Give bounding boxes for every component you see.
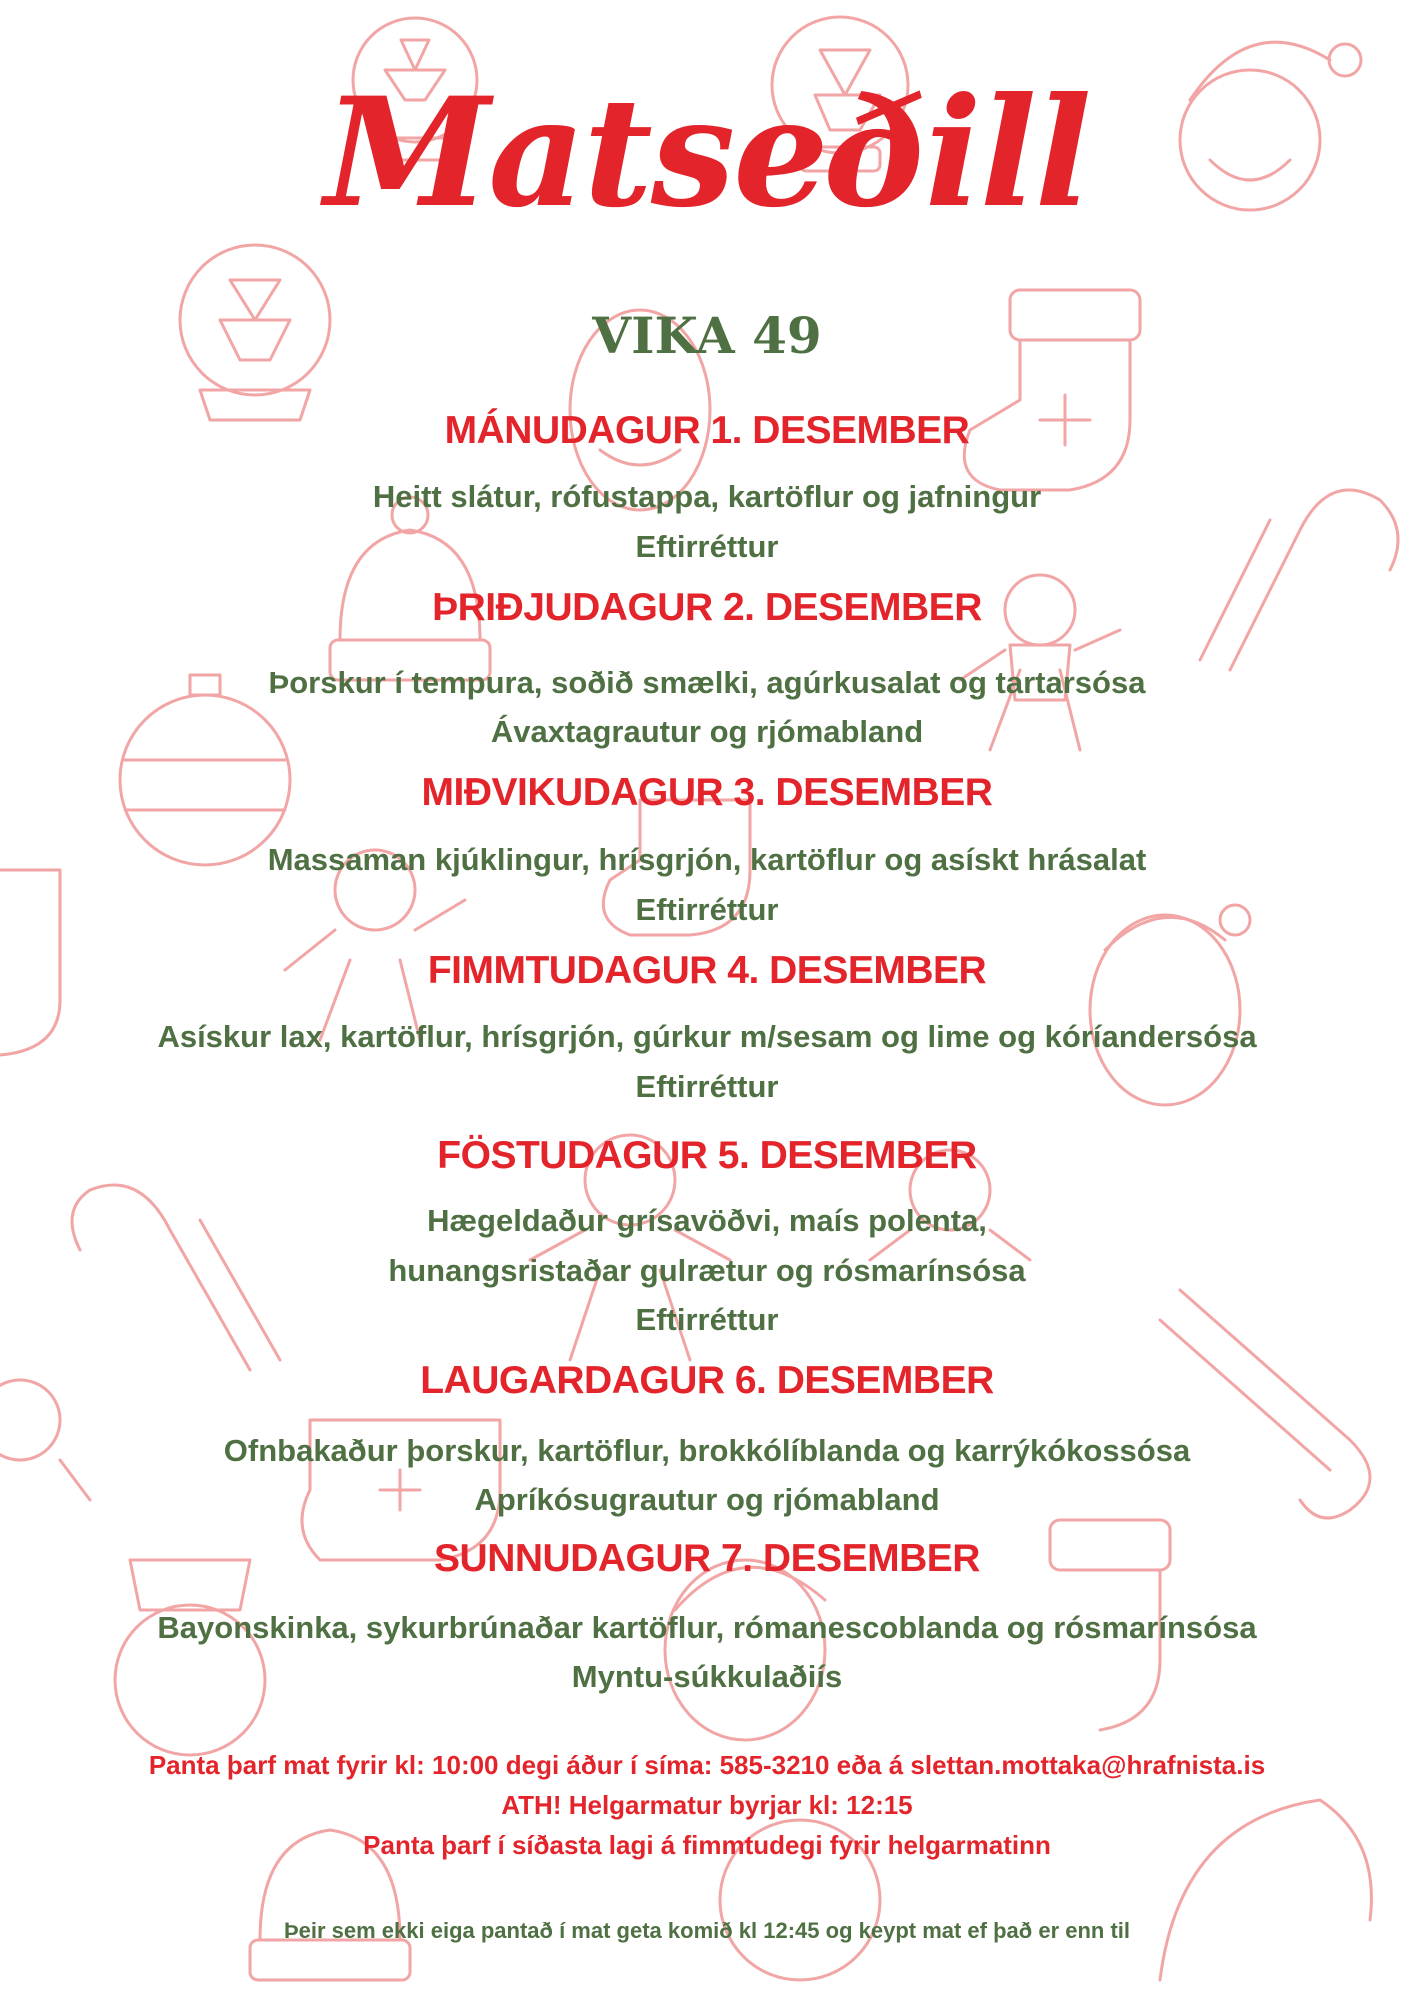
day-heading-sunday: SUNNUDAGUR 7. DESEMBER <box>434 1537 980 1580</box>
dish-line: Eftirréttur <box>635 892 779 927</box>
dish-line: Eftirréttur <box>635 529 779 564</box>
dish-line: Ofnbakaður þorskur, kartöflur, brokkólíblanda og karrýkókossósa <box>223 1433 1191 1468</box>
dish-line: Massaman kjúklingur, hrísgrjón, kartöflur og asískt hrásalat <box>267 842 1147 877</box>
dish-line: Myntu-súkkulaðiís <box>571 1659 843 1694</box>
dish-line: Ávaxtagrautur og rjómabland <box>490 714 924 749</box>
day-heading-thursday: FIMMTUDAGUR 4. DESEMBER <box>427 949 987 992</box>
order-notice: Panta þarf mat fyrir kl: 10:00 degi áður í síma: 585-3210 eða á slettan.mottaka@hrafnista.is <box>148 1750 1266 1780</box>
dish-line: Hægeldaður grísavöðvi, maís polenta, <box>427 1203 987 1238</box>
page-title: Matseðill <box>324 65 1090 241</box>
dish-line: Þorskur í tempura, soðið smælki, agúrkusalat og tartarsósa <box>268 665 1146 700</box>
weekend-notice: ATH! Helgarmatur byrjar kl: 12:15 <box>501 1790 913 1820</box>
day-heading-monday: MÁNUDAGUR 1. DESEMBER <box>444 409 970 452</box>
week-label: VIKA 49 <box>592 306 822 365</box>
day-heading-wednesday: MIÐVIKUDAGUR 3. DESEMBER <box>421 771 993 814</box>
day-heading-saturday: LAUGARDAGUR 6. DESEMBER <box>420 1359 994 1402</box>
dish-line: Heitt slátur, rófustappa, kartöflur og jafningur <box>372 479 1042 514</box>
dish-line: Apríkósugrautur og rjómabland <box>474 1482 940 1517</box>
day-heading-friday: FÖSTUDAGUR 5. DESEMBER <box>437 1134 977 1177</box>
footer-note: Þeir sem ekki eiga pantað í mat geta komið kl 12:45 og keypt mat ef það er enn til <box>283 1918 1131 1943</box>
dish-line: hunangsristaðar gulrætur og rósmarínsósa <box>388 1253 1026 1288</box>
dish-line: Eftirréttur <box>635 1302 779 1337</box>
dish-line: Bayonskinka, sykurbrúnaðar kartöflur, rómanescoblanda og rósmarínsósa <box>157 1610 1257 1645</box>
dish-line: Eftirréttur <box>635 1069 779 1104</box>
deadline-notice: Panta þarf í síðasta lagi á fimmtudegi fyrir helgarmatinn <box>363 1830 1051 1860</box>
day-heading-tuesday: ÞRIÐJUDAGUR 2. DESEMBER <box>432 586 982 629</box>
dish-line: Asískur lax, kartöflur, hrísgrjón, gúrkur m/sesam og lime og kóríandersósa <box>157 1019 1257 1054</box>
